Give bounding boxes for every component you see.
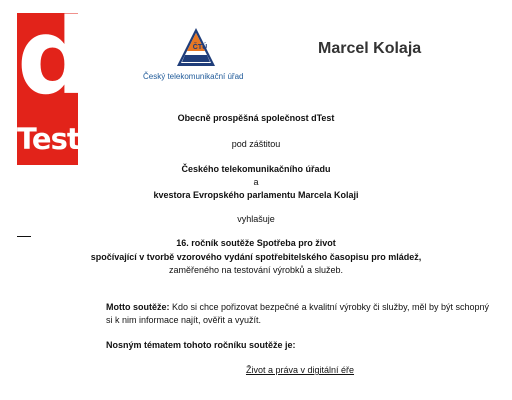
patron-quaestor: kvestora Evropského parlamentu Marcela Kolaji — [153, 190, 359, 200]
under-patronage: pod záštitou — [231, 139, 281, 149]
dtest-logo-word: Test — [17, 122, 80, 156]
contest-focus: zaměřeného na testování výrobků a služeb. — [168, 265, 344, 275]
ctu-logo — [143, 27, 253, 85]
theme-topic: Život a práva v digitální éře — [245, 365, 355, 375]
announces: vyhlašuje — [237, 214, 275, 224]
dtest-logo-letter: d — [17, 0, 86, 118]
motto-label: Motto soutěže: — [106, 302, 170, 312]
organizer: Obecně prospěšná společnost dTest — [177, 113, 335, 123]
quaestor-name: Marcel Kolaja — [318, 40, 422, 57]
contest-description: spočívající v tvorbě vzorového vydání spotřebitelského časopisu pro mládež, — [90, 252, 422, 262]
theme-label: Nosným tématem tohoto ročníku soutěže je: — [106, 340, 296, 350]
motto — [106, 301, 496, 327]
patron-office: Českého telekomunikačního úřadu — [181, 164, 331, 174]
ctu-abbreviation: ČTÚ — [192, 44, 208, 51]
motto-text: Kdo si chce pořizovat bezpečné a kvalitní výrobky či služby, měl by být schopný si k nim informace najít, ověřit a využít. — [106, 302, 489, 325]
contest-title: 16. ročník soutěže Spotřeba pro život — [176, 238, 336, 248]
divider — [17, 236, 31, 237]
ctu-name: Český telekomunikační úřad — [143, 72, 244, 81]
conjunction: a — [253, 177, 259, 187]
